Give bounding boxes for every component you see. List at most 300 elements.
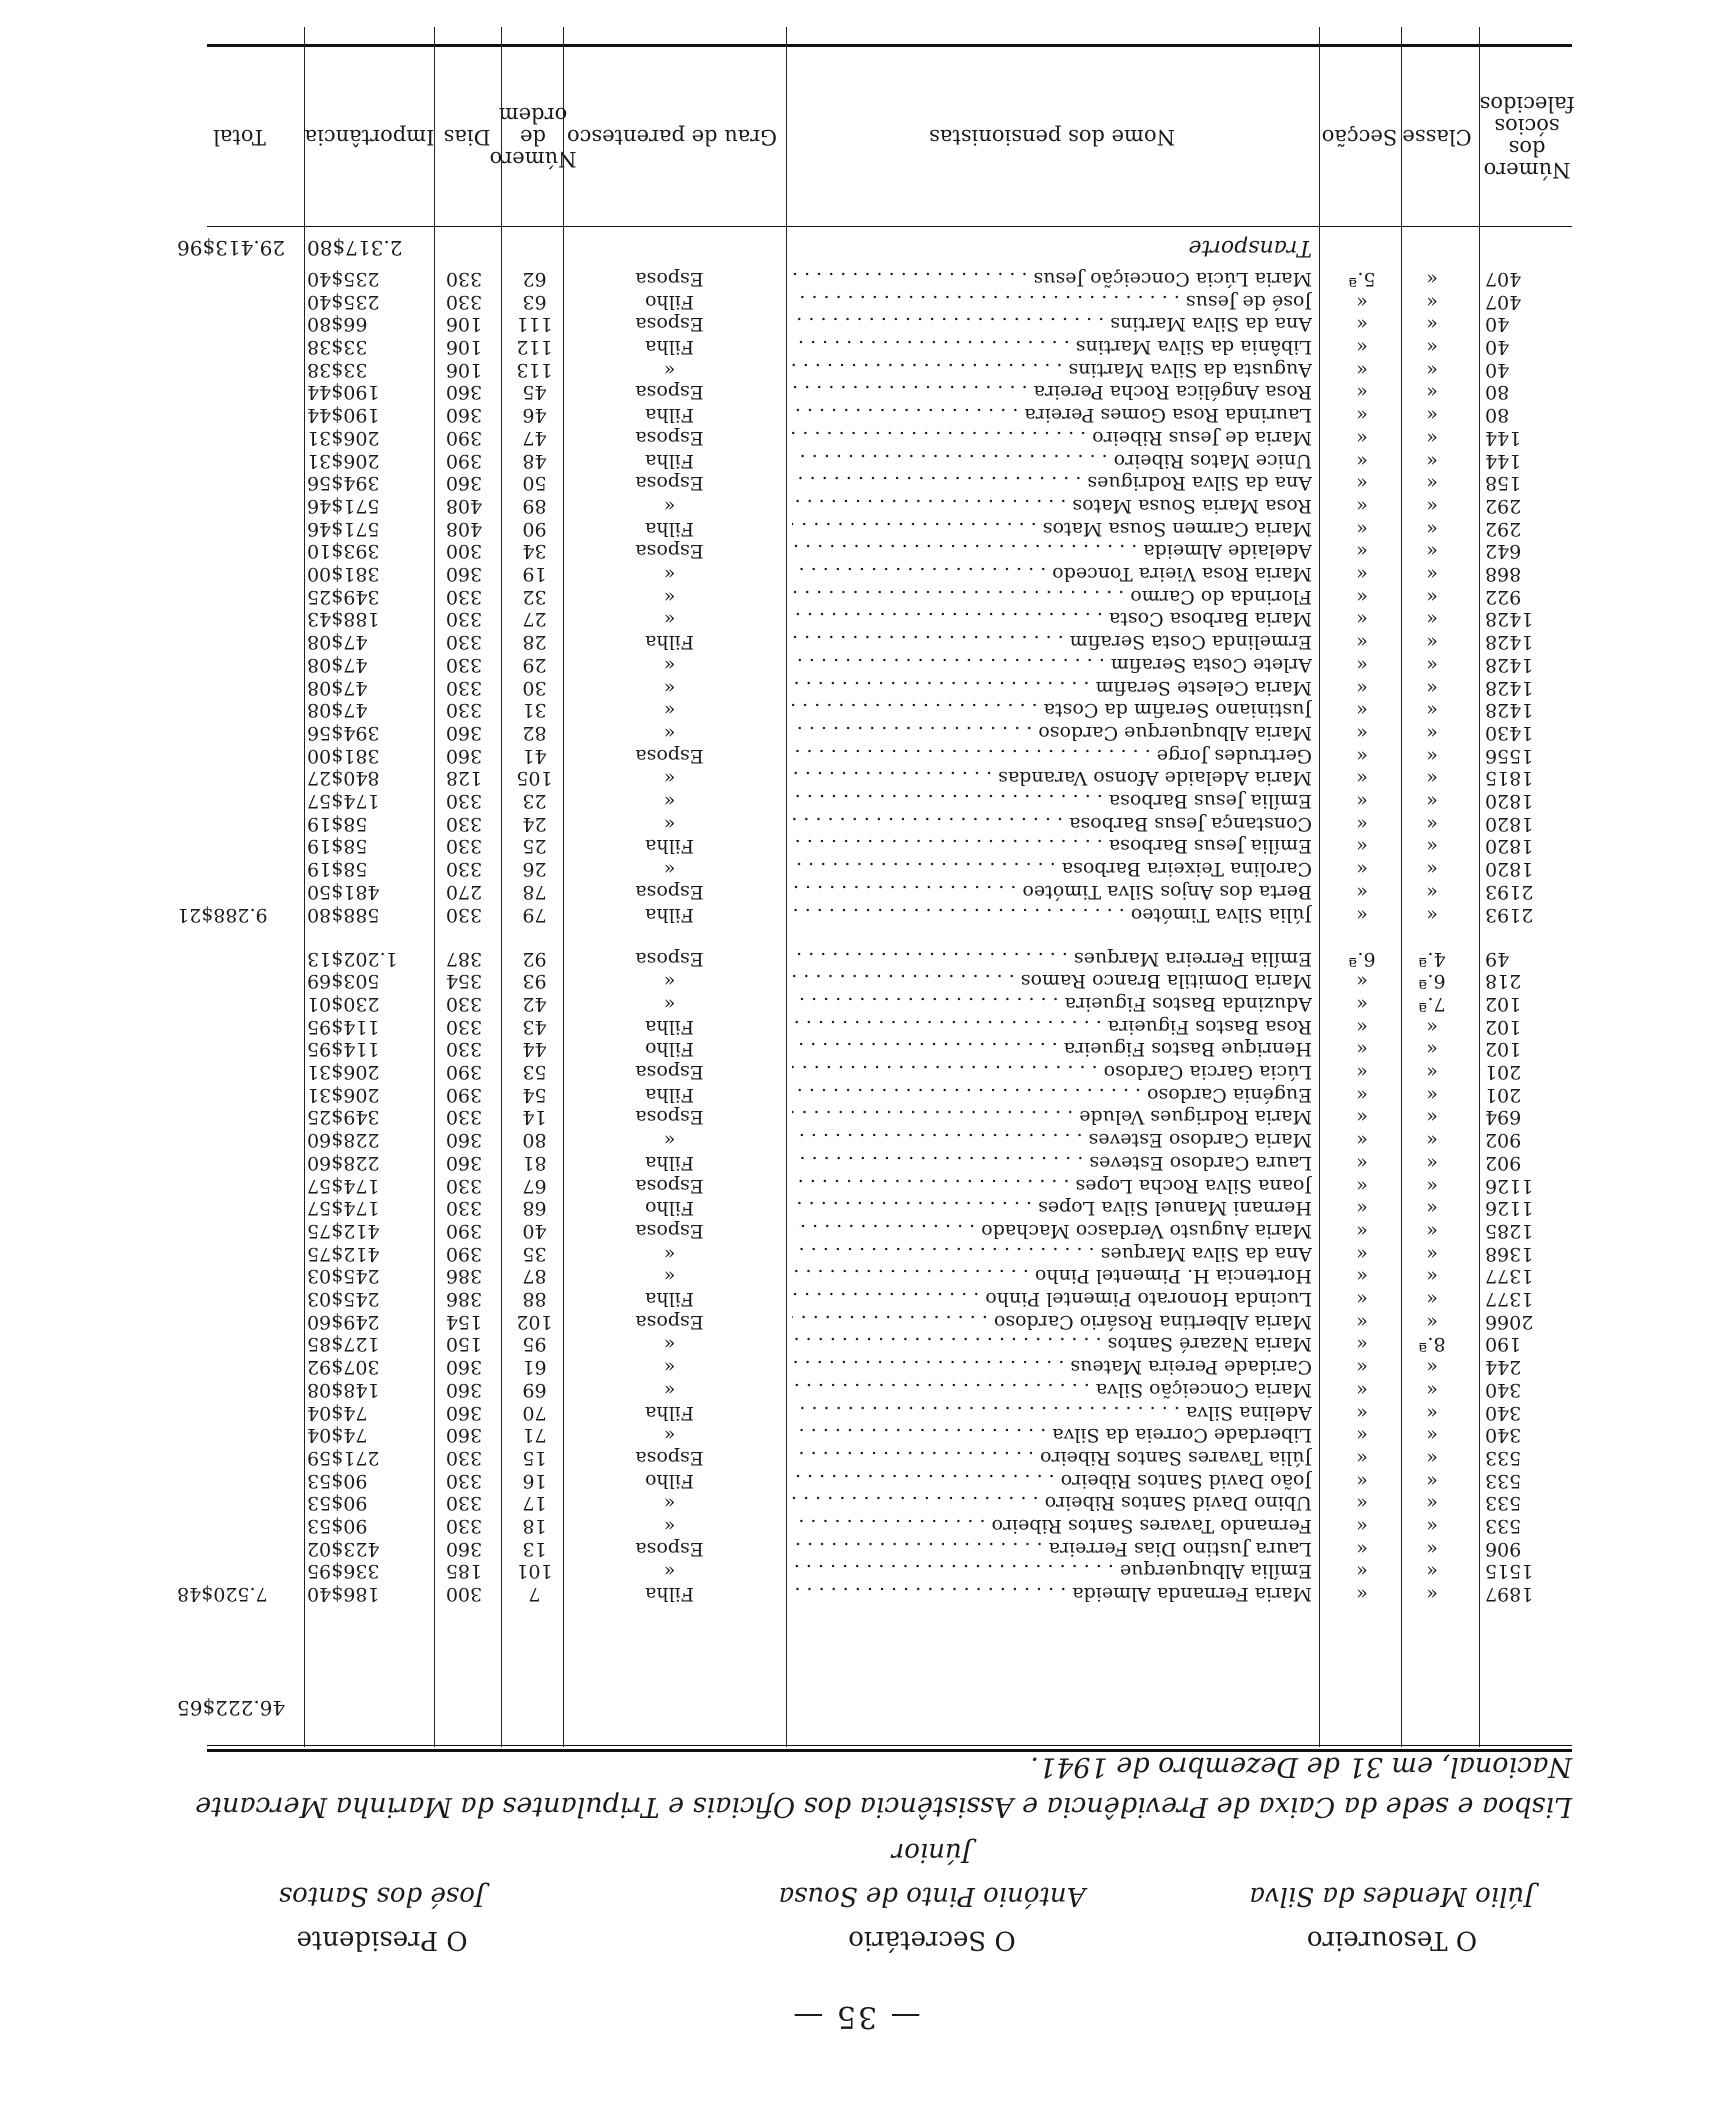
cell-imp: 235$40	[307, 290, 380, 313]
table-row	[177, 903, 1572, 926]
cell-grau: «	[663, 1265, 676, 1288]
cell-imp: 114$95	[307, 1038, 380, 1061]
cell-dias: 330	[445, 1469, 483, 1492]
cell-num: 533	[1485, 1515, 1522, 1538]
table-row	[207, 1424, 1572, 1446]
cell-dias: 150	[445, 1333, 483, 1356]
cell-dias: 360	[445, 1401, 483, 1424]
cell-ord: 27	[522, 608, 547, 631]
cell-dias: 360	[445, 1129, 483, 1152]
cell-ord: 19	[522, 563, 547, 586]
cell-imp: 412$75	[307, 1242, 380, 1265]
cell-sec: «	[1356, 1015, 1368, 1038]
cell-num: 40	[1485, 313, 1510, 336]
cell-imp: 249$60	[307, 1310, 380, 1333]
cell-sec: «	[1356, 1106, 1368, 1129]
cell-num: 642	[1485, 540, 1522, 563]
cell-cls: «	[1426, 1310, 1438, 1333]
cell-grau: Esposa	[635, 1220, 704, 1242]
cell-imp: 349$25	[307, 1106, 380, 1129]
cell-sec: «	[1356, 1197, 1368, 1220]
cell-dias: 330	[445, 1106, 483, 1129]
cell-num: 144	[1485, 426, 1522, 449]
col-grau: Grau de parentesco	[566, 125, 778, 149]
col-ordem: Número de ordem	[489, 103, 577, 171]
cell-ord: 79	[522, 903, 547, 926]
cell-dias: 387	[445, 947, 483, 970]
cell-grau: Esposa	[635, 947, 704, 970]
cell-sec: «	[1356, 1492, 1368, 1515]
cell-name: Justiniano Serafim da Costa . . .	[792, 699, 1312, 721]
cell-dias: 106	[445, 358, 483, 381]
cell-sec: «	[1356, 404, 1368, 427]
cell-ord: 17	[522, 1492, 547, 1515]
cell-cls: «	[1426, 563, 1438, 586]
cell-sec: «	[1356, 313, 1368, 336]
cell-cls: 6.ª	[1418, 970, 1446, 993]
cell-name: Carolina Teixeira Barbosa . . .	[792, 858, 1312, 880]
cell-ord: 50	[522, 472, 547, 495]
table-row	[207, 1129, 1572, 1151]
cell-imp: 412$75	[307, 1220, 380, 1242]
cell-sec: «	[1356, 1129, 1368, 1152]
cell-name: Gertrudes Jorge . . .	[792, 745, 1312, 767]
signature-role: O Secretário	[848, 1925, 1016, 1955]
cell-grau: «	[663, 699, 676, 722]
cell-sec: «	[1356, 1469, 1368, 1492]
cell-num: 80	[1485, 404, 1510, 427]
cell-imp: 393$10	[307, 540, 380, 563]
cell-imp: 206$31	[307, 1061, 380, 1084]
table-row	[207, 813, 1572, 835]
cell-num: 158	[1485, 472, 1522, 495]
cell-dias: 360	[445, 472, 483, 495]
cell-grau: «	[663, 1515, 676, 1538]
cell-ord: 13	[522, 1537, 547, 1560]
cell-sec: «	[1356, 1401, 1368, 1424]
cell-num: 1377	[1485, 1265, 1534, 1288]
cell-ord: 61	[522, 1356, 547, 1379]
cell-sec: «	[1356, 1061, 1368, 1084]
cell-num: 1428	[1485, 676, 1534, 699]
table-row	[207, 268, 1572, 290]
col-classe: Classe	[1402, 125, 1472, 149]
cell-num: 906	[1485, 1537, 1522, 1560]
cell-grau: «	[663, 790, 676, 813]
cell-imp: 230$01	[307, 993, 380, 1015]
table-row	[207, 1016, 1572, 1038]
cell-dias: 300	[445, 1583, 483, 1606]
cell-grau: «	[663, 970, 676, 993]
cell-cls: «	[1426, 880, 1438, 903]
cell-num: 40	[1485, 336, 1510, 359]
cell-name: Lucinda Honorato Pimentel Pinho . . .	[792, 1288, 1312, 1310]
page-number: — 35 —	[791, 1999, 921, 2034]
cell-ord: 69	[522, 1378, 547, 1401]
cell-name: Joana Silva Rocha Lopes . . .	[792, 1175, 1312, 1197]
cell-name: Rosa Bastos Figueira . . .	[792, 1016, 1312, 1038]
cell-dias: 386	[445, 1288, 483, 1311]
table-row	[207, 609, 1572, 631]
cell-dias: 330	[445, 585, 483, 608]
cell-name: Aduzinda Bastos Figueira . . .	[792, 993, 1312, 1015]
cell-imp: 47$08	[307, 676, 368, 699]
cell-dias: 360	[445, 1424, 483, 1447]
cell-ord: 14	[522, 1106, 547, 1129]
cell-sec: «	[1356, 1537, 1368, 1560]
cell-dias: 330	[445, 631, 483, 654]
cell-sec: «	[1356, 1288, 1368, 1311]
cell-sec: «	[1356, 358, 1368, 381]
cell-sec: «	[1356, 1447, 1368, 1469]
table-row	[207, 1084, 1572, 1106]
col-divider	[563, 27, 564, 1747]
cell-num: 694	[1485, 1106, 1522, 1129]
signature-role: O Presidente	[296, 1925, 468, 1955]
cell-dias: 360	[445, 722, 483, 744]
cell-grau: «	[663, 1356, 676, 1379]
cell-cls: «	[1426, 517, 1438, 540]
cell-num: 1897	[1485, 1583, 1534, 1606]
cell-num: 533	[1485, 1469, 1522, 1492]
col-divider	[1401, 27, 1402, 1747]
cell-sec: «	[1356, 1515, 1368, 1538]
signature-name: Júlio Mendes da Silva	[1249, 1881, 1535, 1911]
cell-sec: «	[1356, 517, 1368, 540]
cell-imp: 206$31	[307, 449, 380, 472]
cell-sec: «	[1356, 608, 1368, 631]
cell-grau: Filha	[645, 631, 694, 654]
cell-dias: 330	[445, 653, 483, 676]
table-row	[207, 540, 1572, 562]
cell-imp: 74$04	[307, 1401, 368, 1424]
cell-cls: «	[1426, 812, 1438, 835]
col-divider	[786, 27, 787, 1747]
cell-name: Maria de Jesus Ribeiro . . .	[792, 427, 1312, 449]
cell-dias: 360	[445, 1356, 483, 1379]
cell-ord: 95	[522, 1333, 547, 1356]
cell-cls: «	[1426, 858, 1438, 881]
cell-imp: 503$69	[307, 970, 380, 993]
table-row	[207, 1061, 1572, 1083]
cell-ord: 113	[516, 358, 553, 381]
cell-cls: «	[1426, 903, 1438, 926]
cell-sec: «	[1356, 1583, 1368, 1606]
table-row	[207, 790, 1572, 812]
cell-imp: 571$46	[307, 517, 380, 540]
table-row	[207, 518, 1572, 540]
table-row	[207, 1356, 1572, 1378]
cell-name: Unice Matos Ribeiro . . .	[792, 450, 1312, 472]
cell-imp: 423$02	[307, 1537, 380, 1560]
cell-ord: 41	[522, 744, 547, 767]
cell-ord: 92	[522, 947, 547, 970]
cell-name: Emília Ferreira Marques . . .	[792, 948, 1312, 970]
cell-num: 102	[1485, 993, 1522, 1015]
cell-name: Ana da Silva Marques . . .	[792, 1243, 1312, 1265]
table-row	[207, 586, 1572, 608]
cell-dias: 330	[445, 1515, 483, 1538]
table-row	[207, 313, 1572, 335]
transport-importancia: 2.317$80	[307, 236, 403, 260]
table-row	[207, 1152, 1572, 1174]
cell-dias: 360	[445, 563, 483, 586]
cell-ord: 54	[522, 1083, 547, 1106]
cell-dias: 360	[445, 381, 483, 404]
cell-cls: «	[1426, 1537, 1438, 1560]
cell-ord: 67	[522, 1174, 547, 1197]
cell-imp: 588$80	[307, 903, 380, 926]
cell-dias: 330	[445, 268, 483, 290]
cell-name: Maria Domitila Branco Ramos . . .	[792, 970, 1312, 992]
cell-imp: 228$60	[307, 1129, 380, 1152]
cell-cls: «	[1426, 1061, 1438, 1084]
table-row	[207, 1197, 1572, 1219]
cell-dias: 270	[445, 880, 483, 903]
cell-sec: «	[1356, 880, 1368, 903]
cell-tot: 9.288$21	[177, 903, 268, 926]
cell-sec: «	[1356, 631, 1368, 654]
cell-name: Júlia Tavares Santos Ribeiro . . .	[792, 1447, 1312, 1469]
cell-cls: «	[1426, 1492, 1438, 1515]
cell-num: 1430	[1485, 722, 1534, 744]
cell-grau: Filha	[645, 1401, 694, 1424]
cell-name: Hortencia H. Pimentel Pinho . . .	[792, 1265, 1312, 1287]
cell-sec: «	[1356, 290, 1368, 313]
transport-label: Transporte	[1188, 235, 1312, 260]
cell-grau: Filha	[645, 835, 694, 858]
table-row	[207, 1492, 1572, 1514]
cell-cls: «	[1426, 1242, 1438, 1265]
cell-name: Henrique Bastos Figueira . . .	[792, 1038, 1312, 1060]
cell-num: 340	[1485, 1424, 1522, 1447]
cell-sec: «	[1356, 540, 1368, 563]
cell-imp: 190$44	[307, 381, 380, 404]
cell-grau: «	[663, 1560, 676, 1583]
cell-sec: «	[1356, 744, 1368, 767]
cell-num: 1556	[1485, 744, 1534, 767]
cell-grau: Filha	[645, 449, 694, 472]
cell-cls: «	[1426, 290, 1438, 313]
cell-cls: «	[1426, 1015, 1438, 1038]
cell-grau: Filha	[645, 1015, 694, 1038]
cell-ord: 25	[522, 835, 547, 858]
cell-imp: 174$57	[307, 1174, 380, 1197]
cell-imp: 307$92	[307, 1356, 380, 1379]
cell-ord: 32	[522, 585, 547, 608]
cell-num: 407	[1485, 268, 1522, 290]
cell-dias: 300	[445, 540, 483, 563]
cell-sec: «	[1356, 835, 1368, 858]
table-row	[207, 677, 1572, 699]
cell-grau: Esposa	[635, 472, 704, 495]
cell-grau: Esposa	[635, 1537, 704, 1560]
cell-name: Maria Fernanda Almeida . . .	[792, 1583, 1312, 1605]
cell-imp: 336$95	[307, 1560, 380, 1583]
table-row	[207, 563, 1572, 585]
cell-imp: 228$60	[307, 1151, 380, 1174]
cell-grau: Esposa	[635, 880, 704, 903]
cell-grau: «	[663, 495, 676, 517]
cell-grau: Esposa	[635, 426, 704, 449]
cell-num: 292	[1485, 517, 1522, 540]
cell-cls: «	[1426, 722, 1438, 744]
signature-name: António Pinto de Sousa Júnior	[778, 1837, 1086, 1911]
table-top-rule	[207, 1749, 1572, 1752]
cell-ord: 31	[522, 699, 547, 722]
cell-ord: 23	[522, 790, 547, 813]
cell-cls: «	[1426, 1083, 1438, 1106]
cell-sec: «	[1356, 1378, 1368, 1401]
cell-dias: 386	[445, 1265, 483, 1288]
cell-name: Maria Carmen Sousa Matos . . .	[792, 518, 1312, 540]
cell-dias: 330	[445, 1038, 483, 1061]
cell-ord: 34	[522, 540, 547, 563]
table-row	[207, 1107, 1572, 1129]
cell-grau: Esposa	[635, 313, 704, 336]
cell-ord: 71	[522, 1424, 547, 1447]
cell-sec: «	[1356, 1083, 1368, 1106]
cell-sec: «	[1356, 970, 1368, 993]
cell-dias: 106	[445, 336, 483, 359]
cell-ord: 80	[522, 1129, 547, 1152]
cell-ord: 88	[522, 1288, 547, 1311]
cell-cls: «	[1426, 1129, 1438, 1152]
cell-num: 902	[1485, 1129, 1522, 1152]
cell-cls: «	[1426, 1583, 1438, 1606]
cell-ord: 87	[522, 1265, 547, 1288]
cell-grau: Filha	[645, 903, 694, 926]
cell-cls: «	[1426, 1378, 1438, 1401]
cell-grau: Filha	[645, 1583, 694, 1606]
col-seccao: Secção	[1321, 125, 1398, 149]
cell-name: Ana da Silva Martins . . .	[792, 313, 1312, 335]
cell-imp: 245$03	[307, 1265, 380, 1288]
signature-secretary	[752, 1830, 1112, 1962]
cell-cls: «	[1426, 1038, 1438, 1061]
cell-sec: «	[1356, 381, 1368, 404]
table-row	[207, 427, 1572, 449]
cell-dias: 330	[445, 699, 483, 722]
table-row	[207, 1265, 1572, 1287]
cell-cls: «	[1426, 540, 1438, 563]
table-row	[207, 1311, 1572, 1333]
cell-name: Rosa Maria Sousa Matos . . .	[792, 495, 1312, 517]
cell-dias: 185	[445, 1560, 483, 1583]
cell-cls: «	[1426, 1265, 1438, 1288]
cell-dias: 390	[445, 1242, 483, 1265]
table-bottom-rule	[207, 44, 1572, 47]
cell-cls: «	[1426, 404, 1438, 427]
cell-name: Maria Barbosa Costa . . .	[792, 609, 1312, 631]
cell-grau: «	[663, 653, 676, 676]
cell-grau: Filha	[645, 1151, 694, 1174]
cell-grau: Filha	[645, 1288, 694, 1311]
cell-num: 2066	[1485, 1310, 1534, 1333]
cell-dias: 330	[445, 835, 483, 858]
cell-imp: 206$31	[307, 1083, 380, 1106]
cell-sec: «	[1356, 1424, 1368, 1447]
table-row	[207, 1402, 1572, 1424]
cell-grau: Esposa	[635, 1447, 704, 1469]
cell-imp: 271$59	[307, 1447, 380, 1469]
cell-imp: 206$31	[307, 426, 380, 449]
cell-name: Maria Nazaré Santos . . .	[792, 1334, 1312, 1356]
cell-num: 1515	[1485, 1560, 1534, 1583]
cell-cls: «	[1426, 631, 1438, 654]
cell-name: Emília Jesus Barbosa . . .	[792, 836, 1312, 858]
table-row	[207, 1515, 1572, 1537]
cell-imp: 33$38	[307, 358, 368, 381]
table-row	[207, 1038, 1572, 1060]
cell-cls: «	[1426, 1106, 1438, 1129]
cell-imp: 381$00	[307, 744, 380, 767]
table-row	[207, 1561, 1572, 1583]
cell-sec: «	[1356, 1174, 1368, 1197]
table-row	[207, 472, 1572, 494]
table-row	[207, 699, 1572, 721]
cell-num: 922	[1485, 585, 1522, 608]
cell-ord: 101	[516, 1560, 553, 1583]
table-row	[207, 631, 1572, 653]
cell-cls: 8.ª	[1418, 1333, 1446, 1356]
cell-imp: 33$38	[307, 336, 368, 359]
cell-name: Libânia da Silva Martins . . .	[792, 336, 1312, 358]
cell-imp: 381$00	[307, 563, 380, 586]
cell-ord: 111	[516, 313, 553, 336]
cell-grau: Filha	[645, 1083, 694, 1106]
cell-dias: 360	[445, 744, 483, 767]
cell-ord: 40	[522, 1220, 547, 1242]
cell-num: 340	[1485, 1401, 1522, 1424]
cell-sec: «	[1356, 1151, 1368, 1174]
cell-cls: «	[1426, 1469, 1438, 1492]
table-row	[207, 858, 1572, 880]
cell-sec: «	[1356, 1333, 1368, 1356]
cell-ord: 68	[522, 1197, 547, 1220]
table-row	[207, 654, 1572, 676]
cell-ord: 24	[522, 812, 547, 835]
cell-name: Adelaide Almeida . . .	[792, 540, 1312, 562]
transport-total: 29.413$96	[177, 236, 286, 260]
cell-name: José de Jesus . . .	[792, 291, 1312, 313]
table-top-rule-thin	[207, 1745, 1572, 1746]
cell-cls: «	[1426, 608, 1438, 631]
cell-num: 1820	[1485, 790, 1534, 813]
cell-ord: 18	[522, 1515, 547, 1538]
table-row	[177, 1583, 1572, 1606]
cell-dias: 154	[445, 1310, 483, 1333]
cell-ord: 16	[522, 1469, 547, 1492]
cell-cls: 7.ª	[1418, 993, 1446, 1015]
cell-grau: Filha	[645, 517, 694, 540]
cell-dias: 390	[445, 1220, 483, 1242]
cell-num: 144	[1485, 449, 1522, 472]
cell-sec: «	[1356, 1265, 1368, 1288]
cell-imp: 90$53	[307, 1492, 368, 1515]
table-row	[207, 1243, 1572, 1265]
cell-num: 1126	[1485, 1174, 1534, 1197]
cell-dias: 360	[445, 404, 483, 427]
cell-ord: 30	[522, 676, 547, 699]
cell-imp: 47$08	[307, 631, 368, 654]
cell-name: Ana da Silva Rodrigues . . .	[792, 472, 1312, 494]
cell-name: Emília Albuquerque . . .	[792, 1561, 1312, 1583]
cell-ord: 81	[522, 1151, 547, 1174]
cell-num: 902	[1485, 1151, 1522, 1174]
cell-cls: «	[1426, 744, 1438, 767]
cell-num: 201	[1485, 1061, 1522, 1084]
